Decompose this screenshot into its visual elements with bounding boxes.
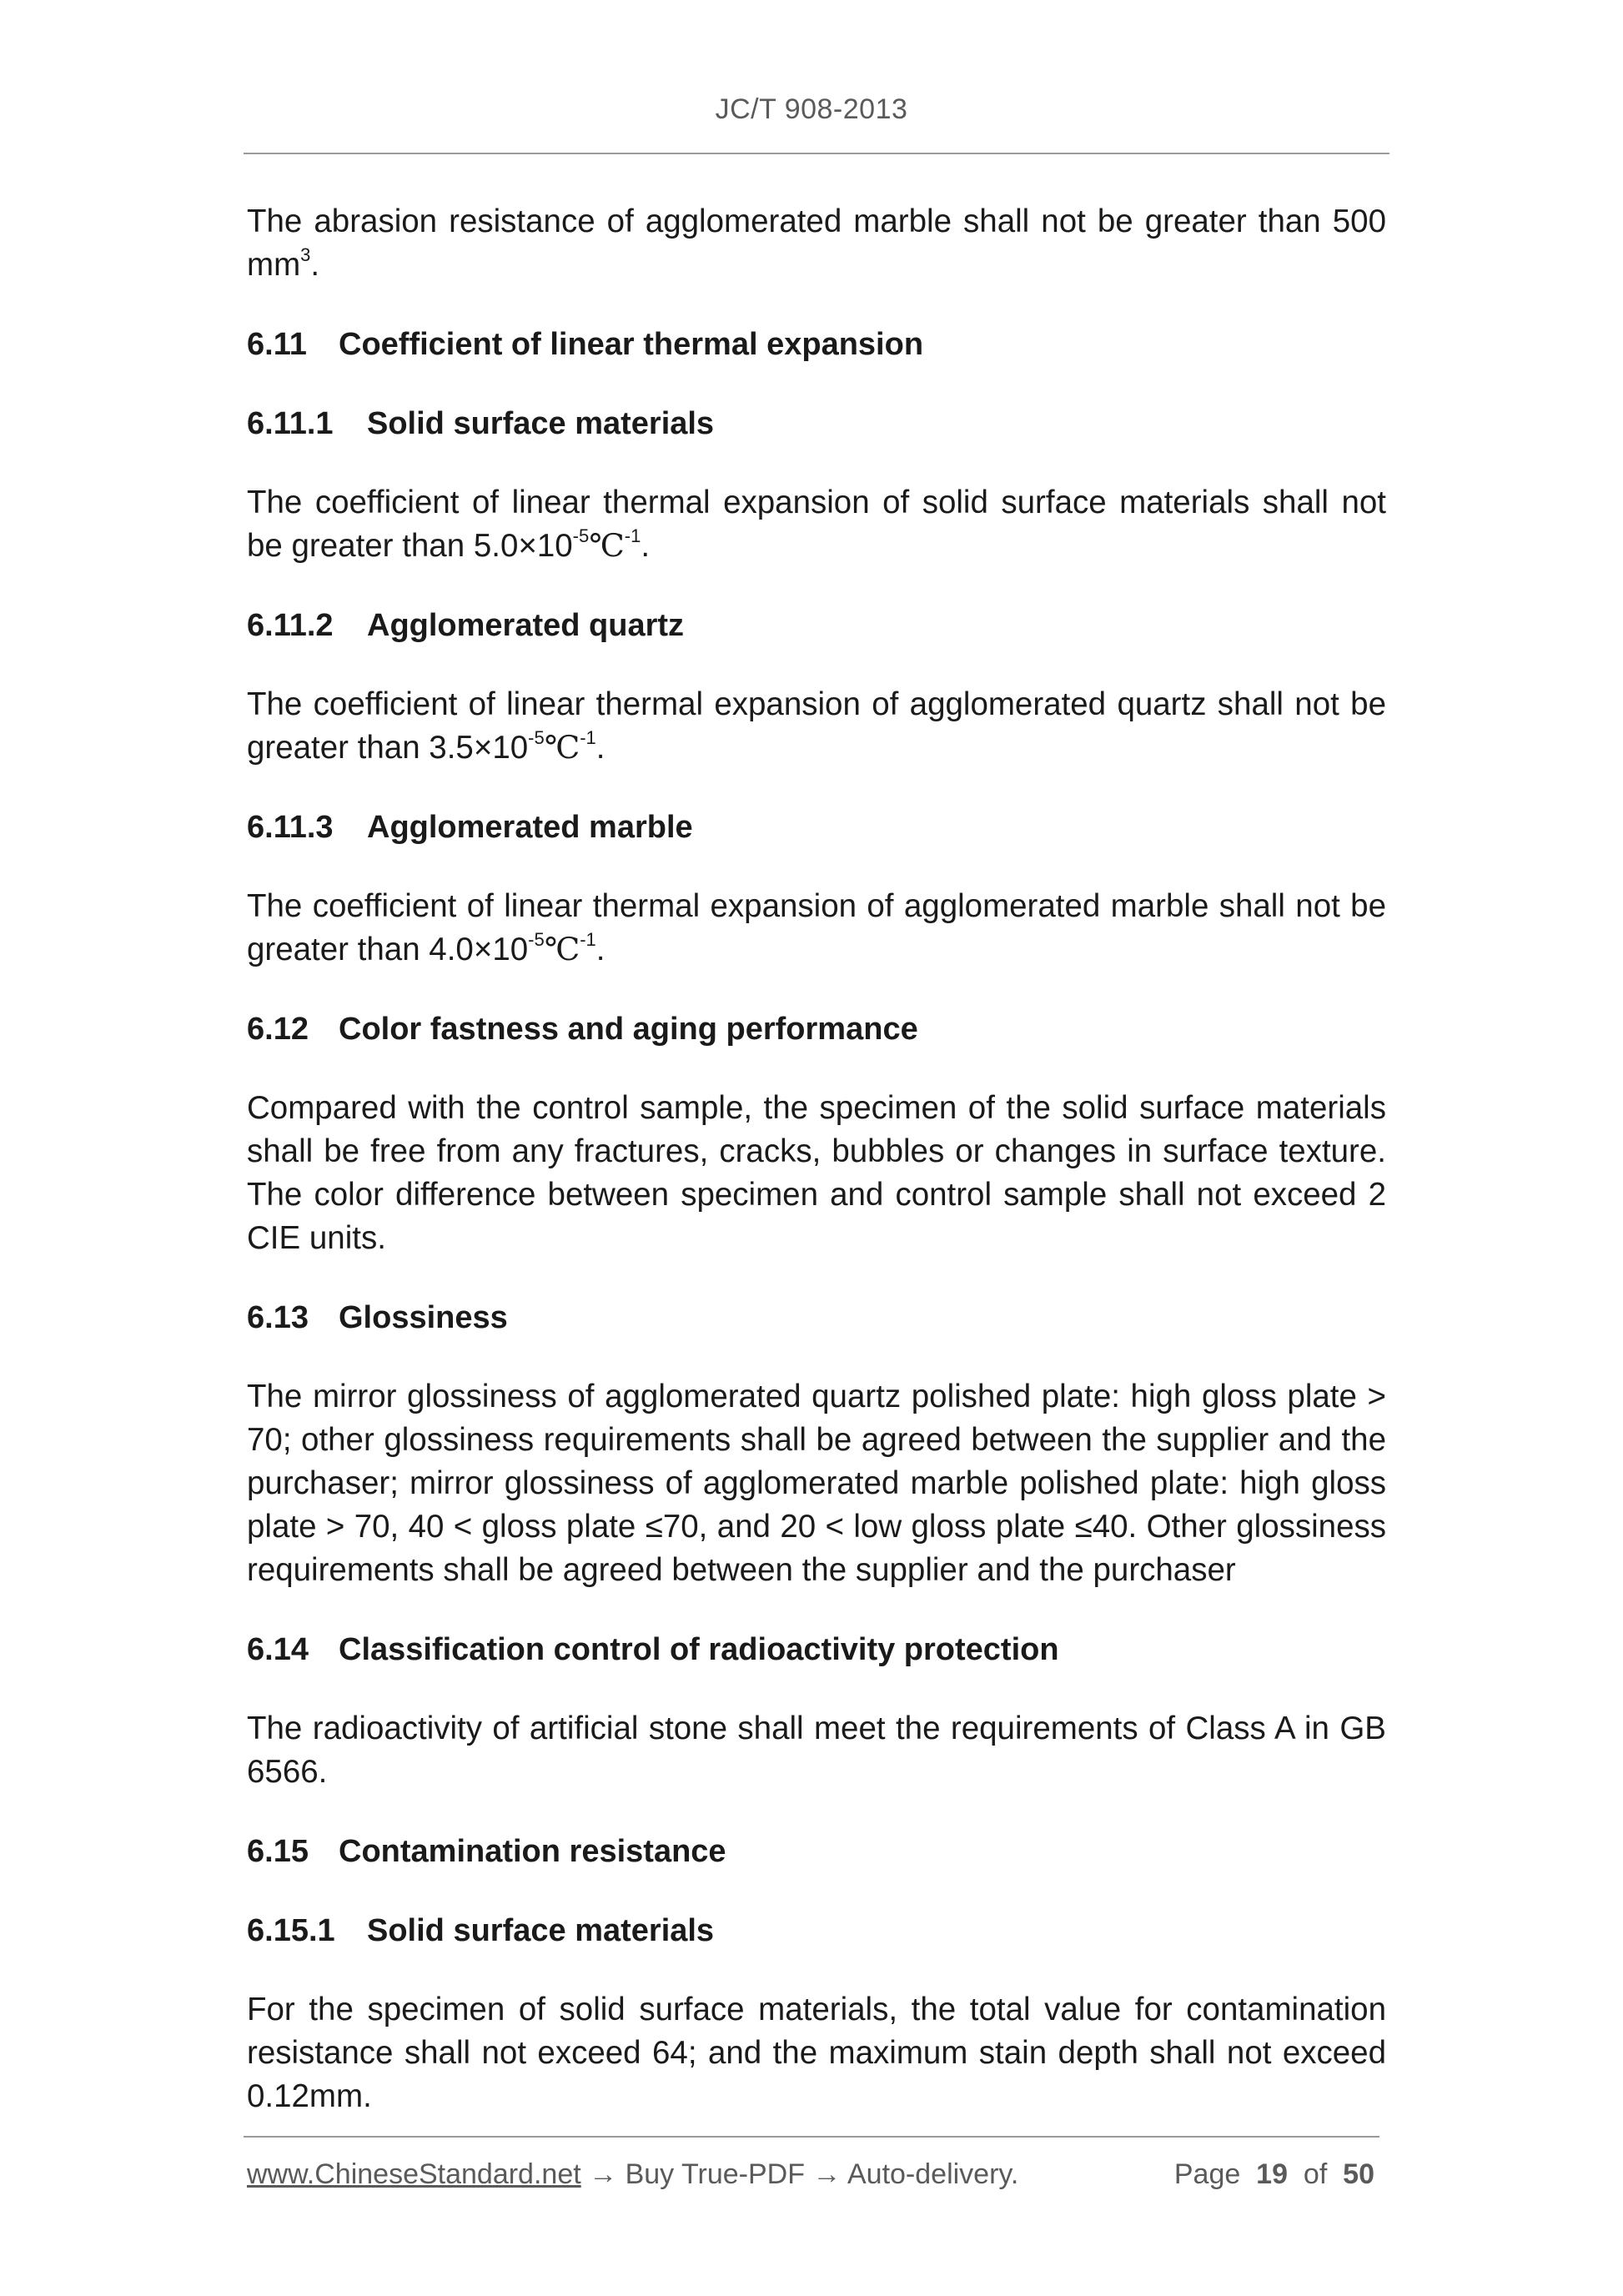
section-heading-6-11-3: 6.11.3 Agglomerated marble: [247, 810, 693, 845]
paragraph-marble-expansion: The coefficient of linear thermal expansion of agglomerated marble shall not be greater than $4.0\times 10^{-5}℃^{-1}$.: [247, 888, 1386, 967]
paragraph-solid-surface-expansion: The coefficient of linear thermal expansion of solid surface materials shall not be greater than $5.0\times 10^{-5}℃^{-1}$.: [247, 485, 1386, 564]
total-pages: 50: [1343, 2158, 1374, 2190]
section-heading-6-14: 6.14 Classification control of radioactivity protection: [247, 1632, 1059, 1667]
section-heading-6-12: 6.12 Color fastness and aging performance: [247, 1012, 918, 1047]
paragraph-contamination-resistance: For the specimen of solid surface materials, the total value for contamination resistance shall not exceed 64; and the maximum stain depth shall not exceed 0.12mm.: [247, 1992, 1386, 2114]
paragraph-color-fastness: Compared with the control sample, the specimen of the solid surface materials shall be free from any fractures, cracks, bubbles or changes in surface texture. The color difference between specimen and control sample shall not exceed 2 CIE units.: [247, 1090, 1386, 1256]
website-link[interactable]: www.ChineseStandard.net: [247, 2158, 581, 2190]
page-indicator: Page 19 of 50: [1173, 2158, 1374, 2190]
section-heading-6-13: 6.13 Glossiness: [247, 1300, 508, 1335]
header-rule: [244, 153, 1389, 154]
section-heading-6-11-1: 6.11.1 Solid surface materials: [247, 406, 715, 441]
paragraph-radioactivity: The radioactivity of artificial stone shall meet the requirements of Class A in GB 6566.: [247, 1711, 1386, 1790]
current-page-number: 19: [1256, 2158, 1288, 2190]
section-heading-6-15: 6.15 Contamination resistance: [247, 1834, 726, 1869]
page-content: [247, 200, 1386, 2154]
section-heading-6-11-2: 6.11.2 Agglomerated quartz: [247, 608, 685, 643]
section-heading-6-15-1: 6.15.1 Solid surface materials: [247, 1913, 715, 1948]
footer-promo: [247, 2158, 1018, 2191]
footer-tagline: → Buy True-PDF → Auto-delivery.: [580, 2158, 1019, 2190]
section-heading-6-11: 6.11 Coefficient of linear thermal expansion: [247, 327, 924, 362]
page-footer: [247, 2158, 1386, 2200]
document-code-header: JC/T 908-2013: [715, 93, 908, 125]
paragraph-glossiness: The mirror glossiness of agglomerated quartz polished plate: high gloss plate > 70; other glossiness requirements shall be agreed between the supplier and the purchaser; mirror glossiness of agglomerated marble polished plate: high gloss plate > 70, 40 < gloss plate ≤70, and 20 < low gloss plate ≤40. Other glossiness requirements shall be agreed between the supplier and the purchaser: [247, 1379, 1386, 1588]
paragraph-abrasion-resistance: The abrasion resistance of agglomerated marble shall not be greater than 500 $mm^3$.: [247, 203, 1386, 283]
paragraph-quartz-expansion: The coefficient of linear thermal expansion of agglomerated quartz shall not be greater than $3.5\times 10^{-5}℃^{-1}$.: [247, 686, 1386, 766]
footer-rule: [244, 2136, 1379, 2138]
